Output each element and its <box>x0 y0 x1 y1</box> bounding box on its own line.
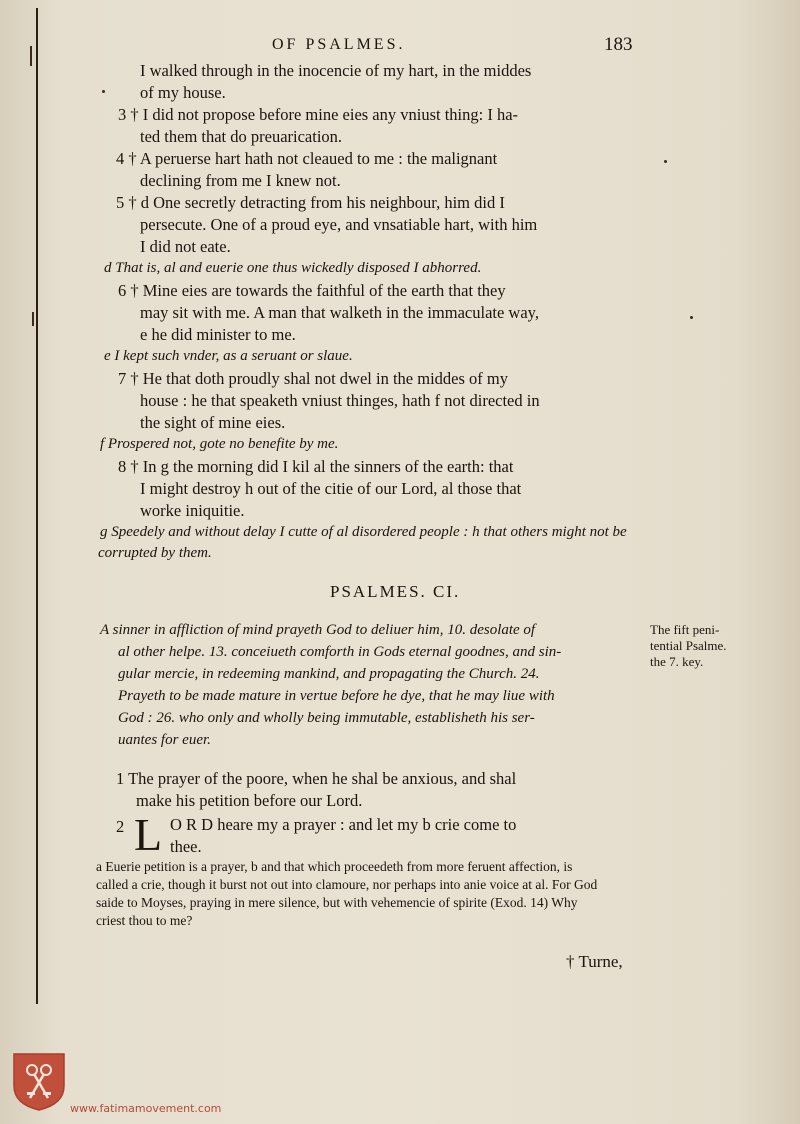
annotation-e: e I kept such vnder, as a seruant or slaue. <box>104 348 353 364</box>
verse-5-line: 5 † d One secretly detracting from his neighbour, him did I <box>116 193 505 212</box>
verse-2-number: 2 <box>116 817 125 836</box>
page-number: 183 <box>604 34 633 55</box>
catchword: † Turne, <box>566 952 623 971</box>
margin-note-line: The fift peni- <box>650 622 720 637</box>
footnote-line: a Euerie petition is a prayer, b and that which proceedeth from more feruent affection, is <box>96 859 573 874</box>
footnote-line: criest thou to me? <box>96 913 193 928</box>
margin-note-line: tential Psalme. <box>650 638 727 653</box>
ink-speck <box>664 160 667 163</box>
verse-6-line: e he did minister to me. <box>140 325 296 344</box>
argument-line: gular mercie, in redeeming mankind, and propagating the Church. 24. <box>118 666 540 682</box>
verse-6-line: may sit with me. A man that walketh in the immaculate way, <box>140 303 539 322</box>
verse-8-line: 8 † In g the morning did I kil al the sinners of the earth: that <box>118 457 514 476</box>
verse-3-line: 3 † I did not propose before mine eies any vniust thing: I ha- <box>118 105 519 124</box>
verse-5-line: persecute. One of a proud eye, and vnsatiable hart, with him <box>140 215 538 234</box>
verse-5-line: I did not eate. <box>140 237 231 256</box>
verse-1-line: 1 The prayer of the poore, when he shal be anxious, and shal <box>116 769 517 788</box>
verse-7-line: the sight of mine eies. <box>140 413 286 432</box>
margin-note <box>650 622 727 670</box>
margin-mark <box>32 312 34 326</box>
verse-8-line: I might destroy h out of the citie of our Lord, al those that <box>140 479 522 498</box>
verse-2-line: thee. <box>170 837 202 856</box>
argument-line: A sinner in affliction of mind prayeth God to deliuer him, 10. desolate of <box>100 622 536 638</box>
footnote-line: saide to Moyses, praying in mere silence, but with vehemencie of spirite (Exod. 14) Why <box>96 895 578 910</box>
argument-line: al other helpe. 13. conceiueth comforth in Gods eternal goodnes, and sin- <box>118 644 562 660</box>
argument-line: God : 26. who only and wholly being immutable, establisheth his ser- <box>118 710 535 726</box>
psalm-title: PSALMES. CI. <box>330 582 461 601</box>
verse-4-line: 4 † A peruerse hart hath not cleaued to me : the malignant <box>116 149 498 168</box>
argument-line: Prayeth to be made mature in vertue before he dye, that he may liue with <box>118 688 555 704</box>
ink-speck <box>102 90 105 93</box>
running-head: OF PSALMES. <box>272 36 406 53</box>
verse-8-line: worke iniquitie. <box>140 501 245 520</box>
argument-line: uantes for euer. <box>118 732 211 748</box>
verse-6-line: 6 † Mine eies are towards the faithful of the earth that they <box>118 281 506 300</box>
annotation-f: f Prospered not, gote no benefite by me. <box>100 436 339 452</box>
papal-seal-icon <box>12 1052 66 1112</box>
verse-2-line: O R D heare my a prayer : and let my b crie come to <box>170 815 517 834</box>
verse-1-line: make his petition before our Lord. <box>136 791 363 810</box>
verse-line: I walked through in the inocencie of my hart, in the middes <box>140 61 532 80</box>
verse-4-line: declining from me I knew not. <box>140 171 341 190</box>
page-header <box>0 36 800 58</box>
verse-line: of my house. <box>140 83 226 102</box>
verse-3-line: ted them that do preuarication. <box>140 127 343 146</box>
ink-speck <box>690 316 693 319</box>
margin-note-line: the 7. key. <box>650 654 704 669</box>
binding-rule <box>36 8 38 1004</box>
annotation-d: d That is, al and euerie one thus wickedly disposed I abhorred. <box>104 260 482 276</box>
drop-cap: L <box>134 809 163 860</box>
verse-7-line: 7 † He that doth proudly shal not dwel in the middes of my <box>118 369 508 388</box>
annotation-g: corrupted by them. <box>98 545 212 561</box>
footnote-line: called a crie, though it burst not out into clamoure, nor perhaps into anie voice at al. For God <box>96 877 598 892</box>
website-watermark: www.fatimamovement.com <box>70 1102 222 1115</box>
annotation-g: g Speedely and without delay I cutte of al disordered people : h that others might not be <box>100 524 627 540</box>
verse-7-line: house : he that speaketh vniust thinges, hath f not directed in <box>140 391 540 410</box>
